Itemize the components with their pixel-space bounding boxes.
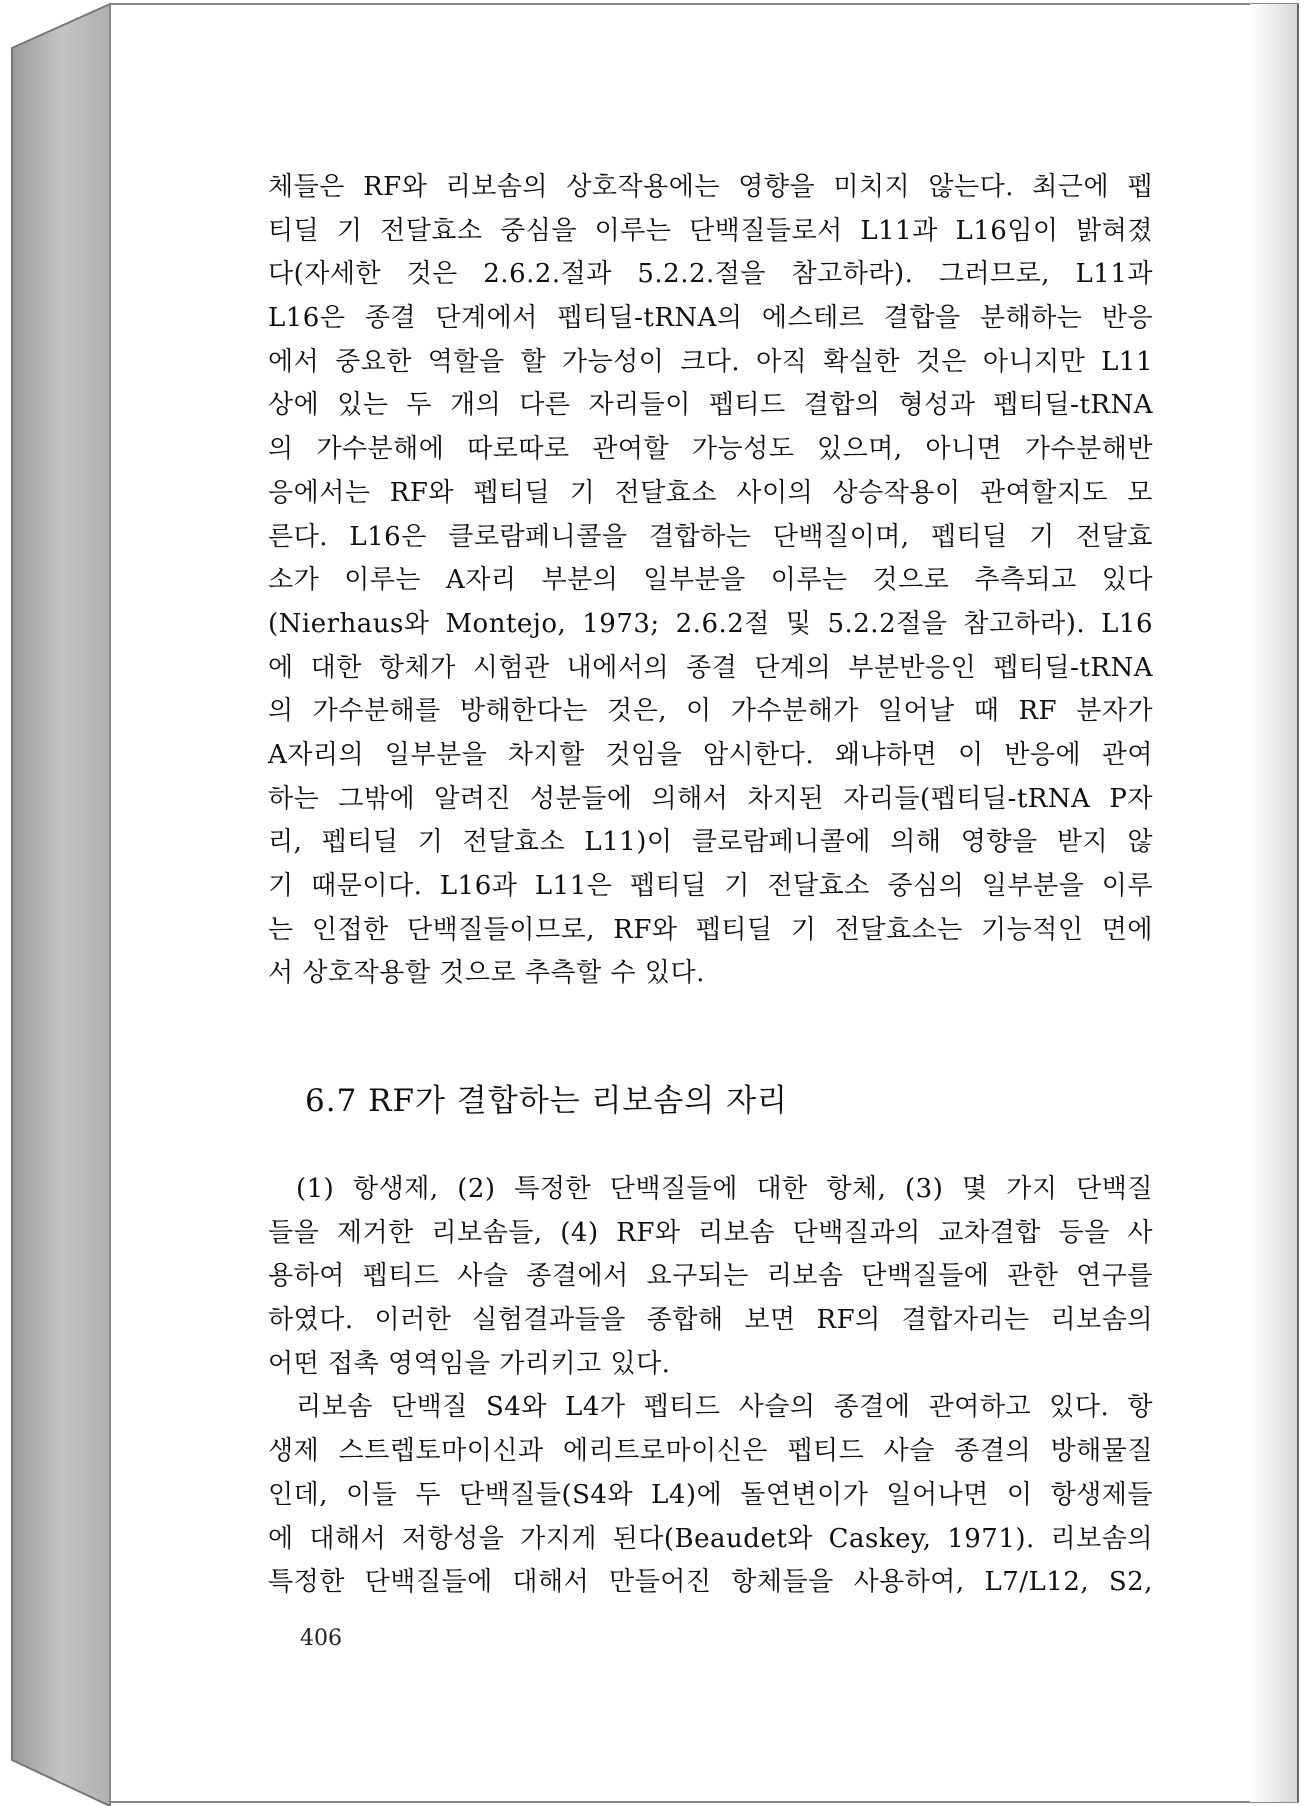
text-line: (Nierhaus와 Montejo, 1973; 2.6.2절 및 5.2.2절을 참고하라). L16 (268, 608, 1153, 639)
text-line: 응에서는 RF와 펩티딜 기 전달효소 사이의 상승작용이 관여할지도 모 (268, 477, 1153, 508)
text-line: 기 때문이다. L16과 L11은 펩티딜 기 전달효소 중심의 일부분을 이루 (268, 871, 1153, 901)
text-line: 하였다. 이러한 실험결과들을 종합해 보면 RF의 결합자리는 리보솜의 (268, 1305, 1153, 1336)
text-line: 하는 그밖에 알려진 성분들에 의해서 차지된 자리들(펩티딜-tRNA P자 (268, 783, 1153, 814)
text-line: 는 인접한 단백질들이므로, RF와 펩티딜 기 전달효소는 기능적인 면에 (268, 914, 1153, 945)
text-line: 에 대한 항체가 시험관 내에서의 종결 단계의 부분반응인 펩티딜-tRNA (268, 652, 1153, 683)
paragraph-2 (268, 1168, 1153, 1605)
text-line: 리, 펩티딜 기 전달효소 L11)이 클로람페니콜에 의해 영향을 받지 않 (268, 827, 1153, 858)
text-line: 특정한 단백질들에 대해서 만들어진 항체들을 사용하여, L7/L12, S2, (268, 1567, 1153, 1598)
text-line: 에서 중요한 역할을 할 가능성이 크다. 아직 확실한 것은 아니지만 L11 (268, 346, 1153, 377)
text-line: 리보솜 단백질 S4와 L4가 펩티드 사슬의 종결에 관여하고 있다. 항 (296, 1392, 1153, 1423)
text-line: 에 대해서 저항성을 가지게 된다(Beaudet와 Caskey, 1971). 리보솜의 (268, 1523, 1153, 1554)
text-line: A자리의 일부분을 차지할 것임을 암시한다. 왜냐하면 이 반응에 관여 (268, 739, 1153, 770)
text-line: 체들은 RF와 리보솜의 상호작용에는 영향을 미치지 않는다. 최근에 펩 (268, 172, 1153, 202)
section-heading: 6.7 RF가 결합하는 리보솜의 자리 (305, 1083, 788, 1119)
text-line: 소가 이루는 A자리 부분의 일부분을 이루는 것으로 추측되고 있다 (268, 565, 1153, 596)
text-line: 인데, 이들 두 단백질들(S4와 L4)에 돌연변이가 일어나면 이 항생제들 (268, 1479, 1153, 1510)
page-number: 406 (300, 1626, 342, 1651)
text-line: 의 가수분해에 따로따로 관여할 가능성도 있으며, 아니면 가수분해반 (268, 434, 1153, 465)
text-line: 다(자세한 것은 2.6.2.절과 5.2.2.절을 참고하라). 그러므로, L11과 (268, 259, 1153, 290)
text-line: 티딜 기 전달효소 중심을 이루는 단백질들로서 L11과 L16임이 밝혀졌 (268, 215, 1153, 246)
text-line: (1) 항생제, (2) 특정한 단백질들에 대한 항체, (3) 몇 가지 단백질 (296, 1174, 1153, 1204)
paragraph-1 (268, 166, 1153, 996)
text-line: L16은 종결 단계에서 펩티딜-tRNA의 에스테르 결합을 분해하는 반응 (268, 303, 1153, 334)
text-line: 용하여 펩티드 사슬 종결에서 요구되는 리보솜 단백질들에 관한 연구를 (268, 1261, 1153, 1292)
text-line: 상에 있는 두 개의 다른 자리들이 펩티드 결합의 형성과 펩티딜-tRNA (268, 390, 1153, 421)
text-line: 들을 제거한 리보솜들, (4) RF와 리보솜 단백질과의 교차결합 등을 사 (268, 1217, 1153, 1248)
text-line: 생제 스트렙토마이신과 에리트로마이신은 펩티드 사슬 종결의 방해물질 (268, 1436, 1153, 1467)
text-line: 어떤 접촉 영역임을 가리키고 있다. (268, 1348, 671, 1379)
text-line: 른다. L16은 클로람페니콜을 결합하는 단백질이며, 펩티딜 기 전달효 (268, 521, 1153, 552)
text-line: 의 가수분해를 방해한다는 것은, 이 가수분해가 일어날 때 RF 분자가 (268, 696, 1153, 727)
text-line: 서 상호작용할 것으로 추측할 수 있다. (268, 958, 705, 989)
